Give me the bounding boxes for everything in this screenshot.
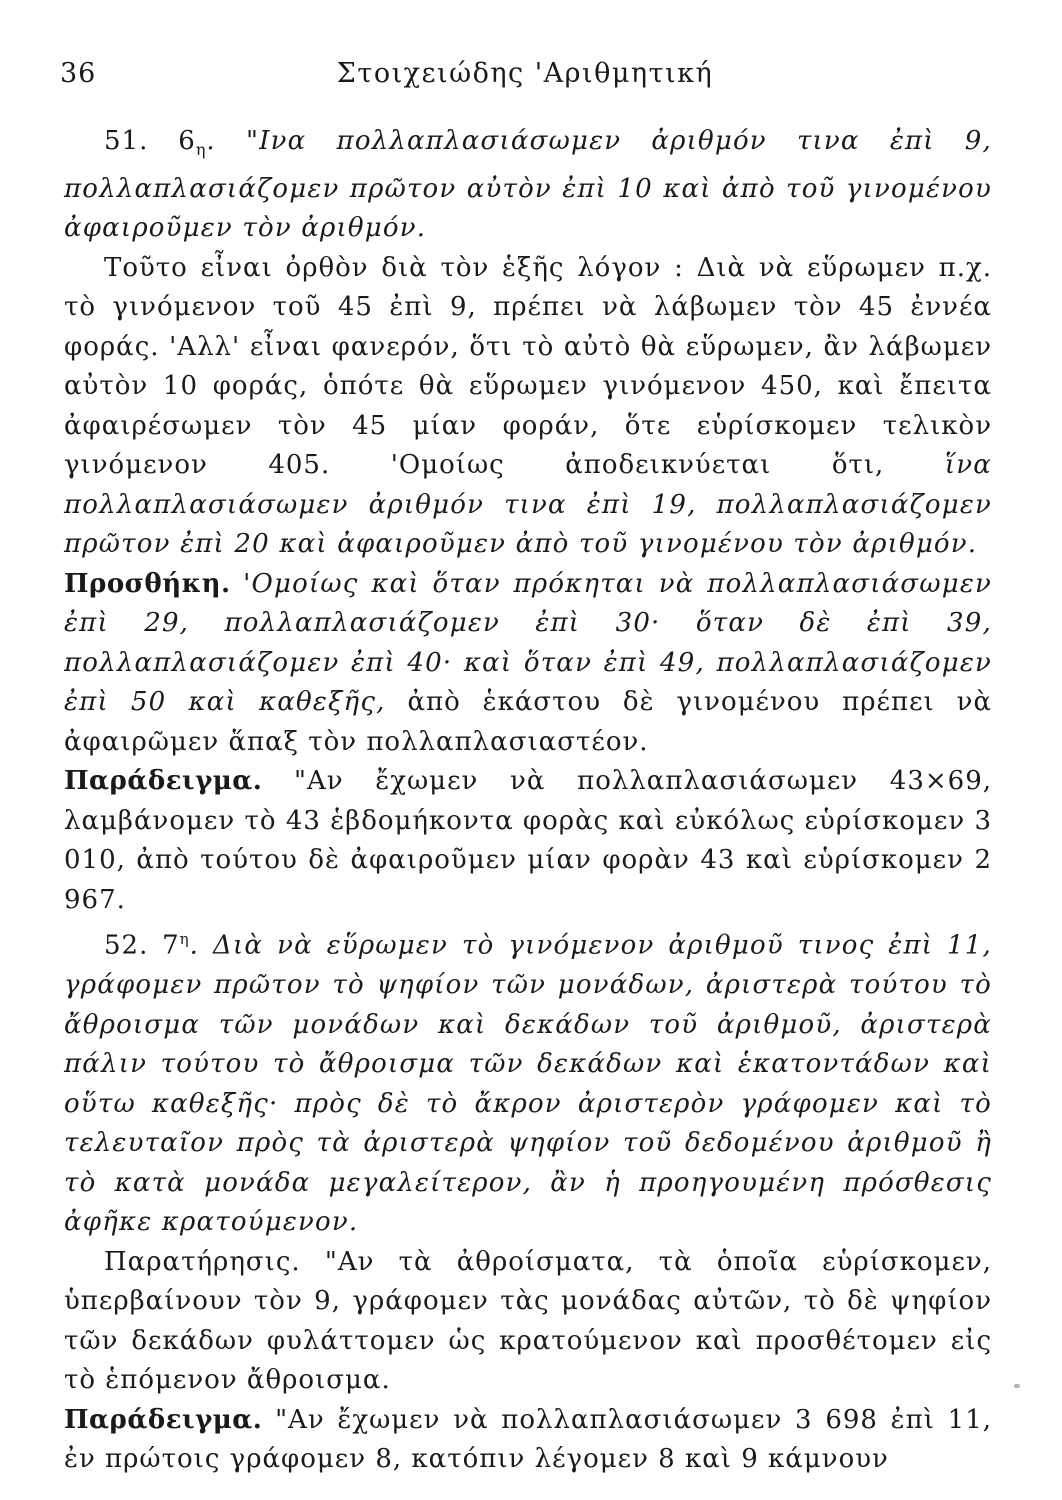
running-title: Στοιχειώδης 'Αριθμητική	[336, 58, 714, 89]
section-52-number: 52. 7	[104, 930, 180, 961]
body-text	[64, 122, 992, 1480]
page-number: 36	[60, 58, 97, 89]
section-51-number: 51. 6	[104, 126, 196, 156]
section-51-ordinal-suffix: η	[195, 140, 207, 160]
example-text-51: "Αν ἔχωμεν νὰ πολλαπλασιάσωμεν 43×69, λαμβάνομεν τὸ 43 ἑβδομήκοντα φορὰς καὶ εὐκόλως εὑρίσκομεν 3 010, ἀπὸ τούτου δὲ ἀφαιροῦμεν μίαν φορὰν 43 καὶ εὑρίσκομεν 2 967.	[64, 766, 993, 915]
page-header	[60, 58, 990, 98]
section-51-explanation-text: Τοῦτο εἶναι ὀρθὸν διὰ τὸν ἑξῆς λόγον : Διὰ νὰ εὕρωμεν π.χ. τὸ γινόμενον τοῦ 45 ἐπὶ 9, πρέπει νὰ λάβωμεν τὸν 45 ἐννέα φοράς. 'Αλλ' εἶναι φανερόν, ὅτι τὸ αὐτὸ θὰ εὕρωμεν, ἂν λάβωμεν αὐτὸν 10 φοράς, ὁπότε θὰ εὕρωμεν γινόμενον 450, καὶ ἔπειτα ἀφαιρέσωμεν τὸν 45 μίαν φοράν, ὅτε εὑρίσκομεν τελικὸν γινόμενον 405. 'Ομοίως ἀποδεικνύεται ὅτι,	[64, 252, 992, 481]
example-label-51: Παράδειγμα.	[64, 766, 263, 797]
example-text-52: "Αν ἔχωμεν νὰ πολλαπλασιάσωμεν 3 698 ἐπὶ 11, ἐν πρώτοις γράφομεν 8, κατόπιν λέγομεν 8 καὶ 9 κάμνουν	[64, 1404, 993, 1475]
example-label-52: Παράδειγμα.	[64, 1404, 263, 1435]
section-51-explanation	[64, 249, 992, 565]
addendum-text: 'Ομοίως καὶ ὅταν πρόκηται νὰ πολλαπλασιάσωμεν ἐπὶ 29, πολλαπλασιάζομεν ἐπὶ 30· ὅταν δὲ ἐπὶ 39, πολλαπλασιάζομεν ἐπὶ 40· καὶ ὅταν ἐπὶ 49, πολλαπλασιάζομεν ἐπὶ 50 καὶ καθεξῆς,	[64, 568, 992, 718]
section-51-example	[64, 762, 992, 920]
section-52-rule	[64, 920, 992, 1243]
paper-speck	[1014, 1384, 1020, 1388]
section-52-remark-text: Παρατήρησις. "Αν τὰ ἀθροίσματα, τὰ ὁποῖα εὑρίσκομεν, ὑπερβαίνουν τὸν 9, γράφομεν τὰς μονάδας αὐτῶν, τὸ δὲ ψηφίον τῶν δεκάδων φυλάττομεν ὡς κρατούμενον καὶ προσθέτομεν εἰς τὸ ἑπόμενον ἄθροισμα.	[64, 1246, 992, 1396]
section-51-generalization: ἵνα πολλαπλασιάσωμεν ἀριθμόν τινα ἐπὶ 19, πολλαπλασιάζομεν πρῶτον ἐπὶ 20 καὶ ἀφαιροῦμεν ἀπὸ τοῦ γινομένου τὸν ἀριθμόν.	[64, 450, 992, 560]
section-52-rule-text: . Διὰ νὰ εὕρωμεν τὸ γινόμενον ἀριθμοῦ τινος ἐπὶ 11, γράφομεν πρῶτον τὸ ψηφίον τῶν μονάδων, ἀριστερὰ τούτου τὸ ἄθροισμα τῶν μονάδων καὶ δεκάδων τοῦ ἀριθμοῦ, ἀριστερὰ πάλιν τούτου τὸ ἄθροισμα τῶν δεκάδων καὶ ἑκατοντάδων καὶ οὕτω καθεξῆς· πρὸς δὲ τὸ ἄκρον ἀριστερὸν γράφομεν καὶ τὸ τελευταῖον πρὸς τὰ ἀριστερὰ ψηφίον τοῦ δεδομένου ἀριθμοῦ ἢ τὸ κατὰ μονάδα μεγαλείτερον, ἂν ἡ προηγουμένη πρόσθεσις ἀφῆκε κρατούμενον.	[64, 930, 992, 1238]
section-51-rule	[64, 122, 992, 249]
section-51-rule-text: . "Ινα πολλαπλασιάσωμεν ἀριθμόν τινα ἐπὶ 9, πολλαπλασιάζομεν πρῶτον αὐτὸν ἐπὶ 10 καὶ ἀπὸ τοῦ γινομένου ἀφαιροῦμεν τὸν ἀριθμόν.	[64, 126, 992, 244]
section-52-example	[64, 1401, 992, 1480]
section-51-addendum	[64, 565, 992, 763]
addendum-tail: ἀπὸ ἑκάστου δὲ γινομένου πρέπει νὰ ἀφαιρῶμεν ἅπαξ τὸν πολλαπλασιαστέον.	[64, 687, 992, 757]
section-52-ordinal-suffix: η	[179, 930, 190, 949]
addendum-label: Προσθήκη.	[64, 568, 231, 599]
section-52-remark	[64, 1243, 992, 1401]
